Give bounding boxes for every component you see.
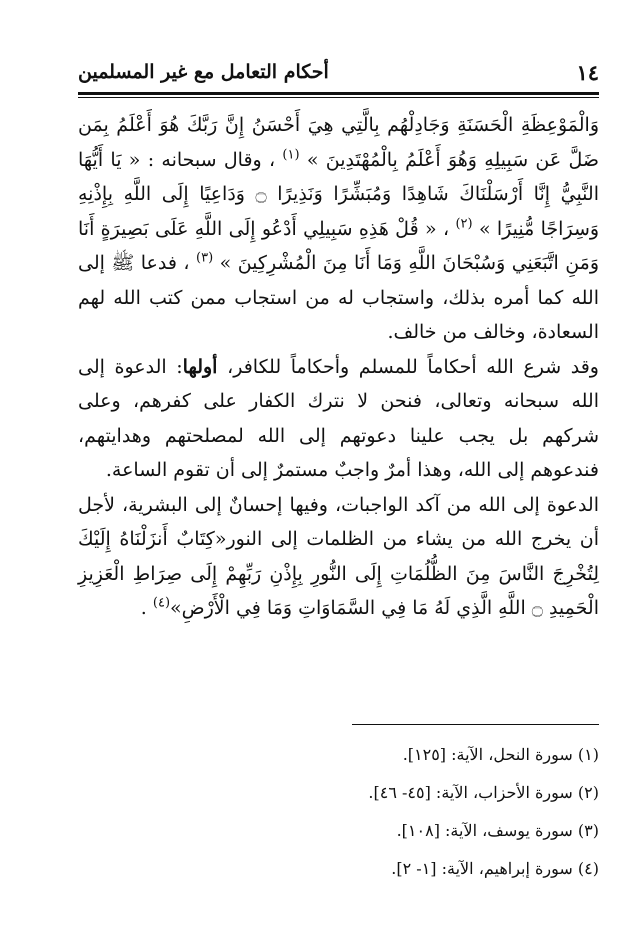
quran-verse-yusuf: قُلْ هَذِهِ سَبِيلِي أَدْعُو إِلَى اللَّهِ عَلَى بَصِيرَةٍ أَنَا وَمَنِ اتَّبَعَنِي وَسُبْحَانَ اللَّهِ وَمَا أَنَا مِنَ الْمُشْرِكِينَ	[78, 217, 600, 274]
paragraph-1	[78, 108, 599, 350]
quran-verse-nahl: وَالْمَوْعِظَةِ الْحَسَنَةِ وَجَادِلْهُم بِالَّتِي هِيَ أَحْسَنُ إِنَّ رَبَّكَ هُوَ أَعْلَمُ بِمَن ضَلَّ عَن سَبِيلِهِ وَهُوَ أَعْلَمُ بِالْمُهْتَدِينَ	[78, 114, 600, 171]
text-segment: : الدعوة إلى الله سبحانه وتعالى، فنحن لا نترك الكفار على كفرهم، وعلى شركهم بل يجب علينا دعوتهم إلى الله لمصلحتهم وهدايتهم، فندعوهم إلى الله، وهذا أمرٌ واجبٌ مستمرٌ إلى أن تقوم الساعة.	[78, 355, 599, 481]
footnote-ref-3[interactable]: (٣)	[196, 250, 214, 266]
header-rule-thin	[78, 97, 599, 98]
footnotes	[78, 736, 599, 888]
footnote-4: (٤) سورة إبراهيم، الآية: [١- ٢].	[391, 859, 599, 878]
page-number: ١٤	[576, 59, 599, 85]
main-text	[78, 108, 599, 626]
text-segment: وقد شرع الله أحكاماً للمسلم وأحكاماً للكافر،	[227, 355, 599, 378]
quran-verse-ahzab: يَا أَيُّهَا النَّبِيُّ إِنَّا أَرْسَلْنَاكَ شَاهِدًا وَمُبَشِّرًا وَنَذِيرًا ۝ وَدَاعِيًا إِلَى اللَّهِ بِإِذْنِهِ وَسِرَاجًا مُّنِيرًا	[78, 148, 600, 240]
header-rule-thick	[78, 92, 599, 95]
text-segment: ، وقال سبحانه : «	[128, 148, 276, 171]
quote-close: »	[478, 217, 491, 240]
paragraph-2	[78, 350, 599, 488]
bold-term: أولها	[182, 355, 218, 378]
text-segment: الدعوة إلى الله من آكد الواجبات، وفيها إحسانٌ إلى البشرية، لأجل أن يخرج الله من يشاء من الظلمات إلى النور«	[78, 493, 600, 550]
footnote-ref-4[interactable]: (٤)	[152, 595, 171, 611]
footnote-ref-2[interactable]: (٢)	[455, 216, 473, 232]
running-title: أحكام التعامل مع غير المسلمين	[78, 61, 329, 83]
text-segment: ، «	[425, 217, 450, 240]
footnote-2: (٢) سورة الأحزاب، الآية: [٤٥- ٤٦].	[368, 783, 599, 802]
quote-close: »	[306, 148, 319, 171]
paragraph-3	[78, 488, 599, 626]
footnote-ref-1[interactable]: (١)	[282, 147, 300, 163]
footnote-separator	[352, 724, 599, 725]
text-segment: ، فدعا ﷺ إلى الله كما أمره بذلك، واستجاب له من استجاب ممن كتب الله لهم السعادة، وخالف من خالف.	[78, 252, 599, 343]
text-segment: .	[140, 597, 147, 619]
quran-verse-ibrahim: كِتَابٌ أَنزَلْنَاهُ إِلَيْكَ لِتُخْرِجَ النَّاسَ مِنَ الظُّلُمَاتِ إِلَى النُّورِ بِإِذْنِ رَبِّهِمْ إِلَى صِرَاطِ الْعَزِيزِ الْحَمِيدِ ۝ اللَّهِ الَّذِي لَهُ مَا فِي السَّمَاوَاتِ وَمَا فِي الْأَرْضِ	[78, 528, 599, 619]
quote-close: »	[170, 597, 182, 619]
footnote-1: (١) سورة النحل، الآية: [١٢٥].	[402, 745, 599, 764]
page-header	[78, 56, 599, 88]
quote-close: »	[219, 252, 232, 274]
footnote-3: (٣) سورة يوسف، الآية: [١٠٨].	[396, 821, 599, 840]
